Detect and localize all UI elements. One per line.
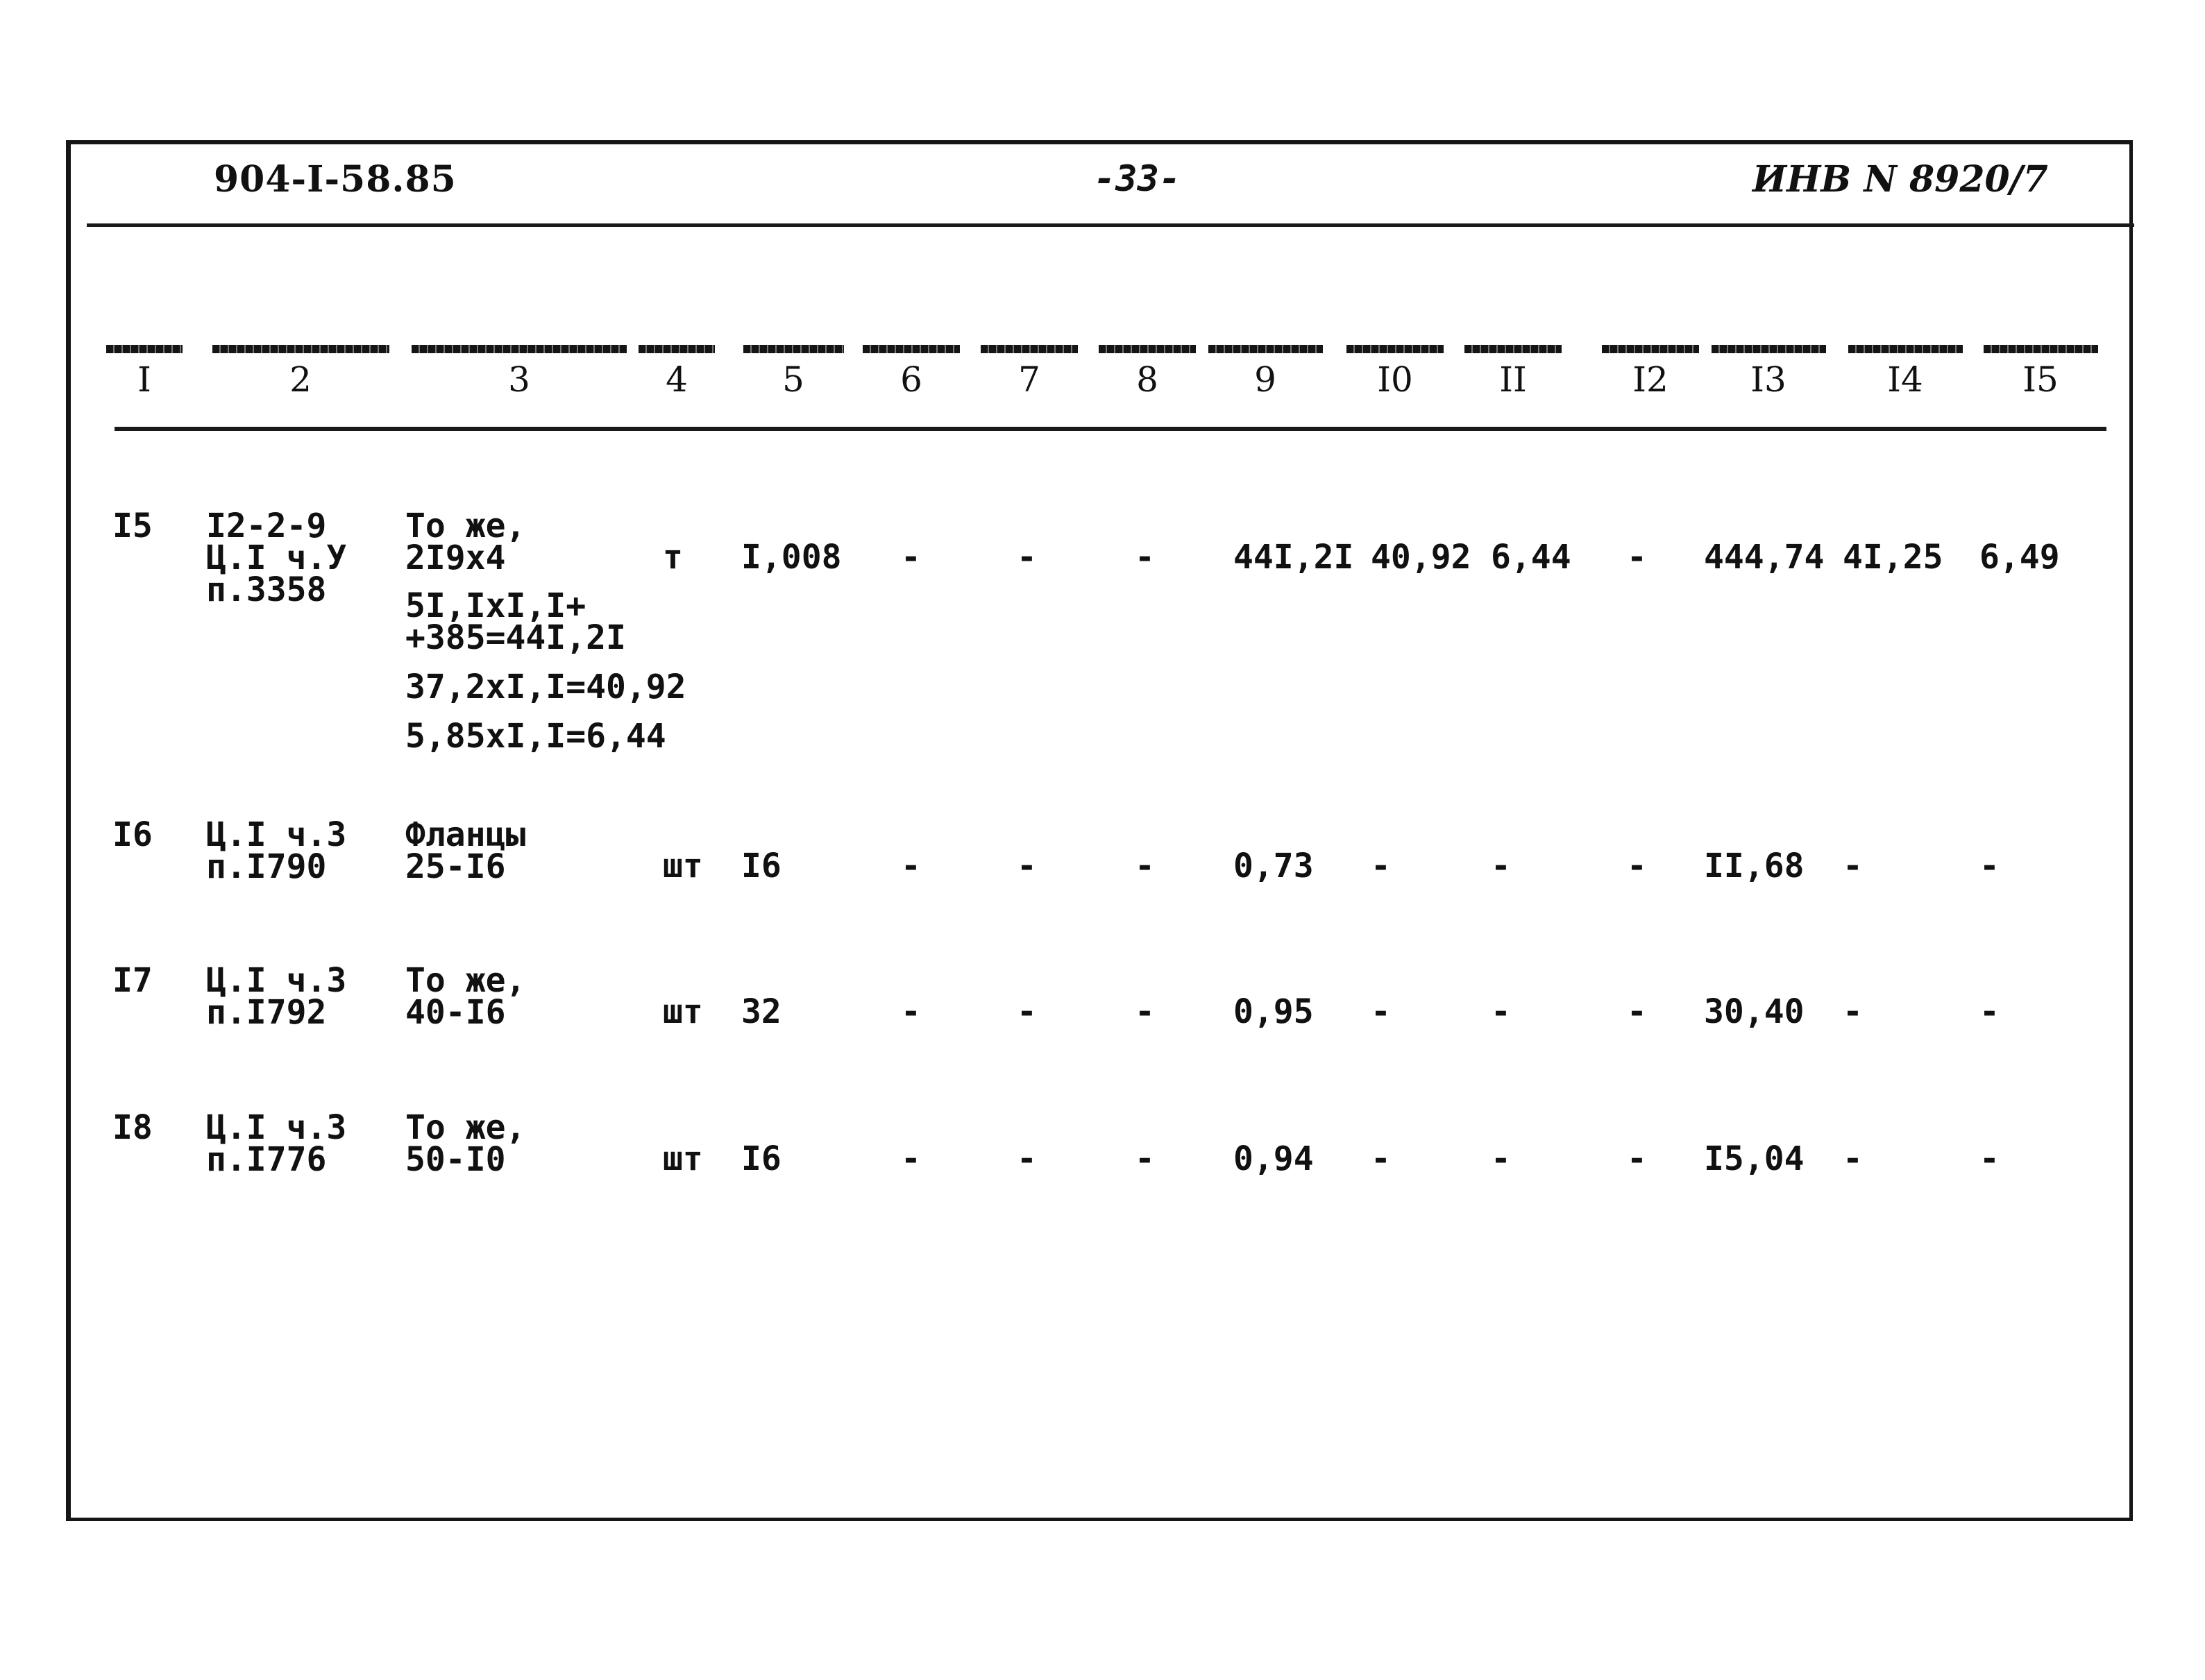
row-number: I8 (112, 1108, 153, 1147)
value-c15: - (1979, 847, 2000, 885)
value-c11: 6,44 (1491, 538, 1571, 577)
price-reference: Ц.I ч.3 п.I792 (206, 961, 347, 1032)
column-top-rule (1984, 345, 2098, 353)
value-c12: - (1627, 992, 1647, 1031)
value-c13: 444,74 (1704, 538, 1825, 577)
value-c6: - (901, 847, 921, 885)
column-top-rule (1208, 345, 1323, 353)
row-number: I6 (112, 815, 153, 854)
value-c15: - (1979, 1139, 2000, 1178)
unit: шт (663, 992, 703, 1031)
value-c8: - (1135, 847, 1155, 885)
document-code: 904-I-58.85 (214, 158, 457, 201)
quantity: 32 (741, 992, 782, 1031)
column-number: 9 (1254, 359, 1276, 400)
column-top-rule (1602, 345, 1699, 353)
value-c7: - (1017, 992, 1037, 1031)
value-c14: - (1843, 992, 1863, 1031)
column-top-rule (106, 345, 183, 353)
column-number: I (137, 359, 151, 400)
column-number: 5 (782, 359, 804, 400)
value-c7: - (1017, 1139, 1037, 1178)
column-number: I3 (1750, 359, 1786, 400)
quantity: I6 (741, 1139, 782, 1178)
value-c10: - (1371, 847, 1391, 885)
column-top-rule (1848, 345, 1963, 353)
column-top-rule (639, 345, 715, 353)
value-c6: - (901, 538, 921, 577)
value-c9: 0,94 (1233, 1139, 1314, 1178)
value-c8: - (1135, 1139, 1155, 1178)
calculation-line: 5I,IxI,I+ +385=44I,2I (405, 586, 626, 657)
row-number: I5 (112, 507, 153, 545)
value-c7: - (1017, 847, 1037, 885)
value-c9: 0,95 (1233, 992, 1314, 1031)
value-c15: 6,49 (1979, 538, 2060, 577)
price-reference: I2-2-9 Ц.I ч.У п.3358 (206, 507, 347, 609)
column-top-rule (1099, 345, 1196, 353)
calculation-line: 5,85xI,I=6,44 (405, 717, 666, 756)
value-c14: - (1843, 847, 1863, 885)
value-c14: - (1843, 1139, 1863, 1178)
column-number: I4 (1887, 359, 1923, 400)
column-number: I5 (2022, 359, 2059, 400)
value-c12: - (1627, 1139, 1647, 1178)
column-number: 7 (1018, 359, 1040, 400)
item-description: То же, 40-I6 (405, 961, 526, 1032)
calculation-line: 37,2xI,I=40,92 (405, 668, 686, 706)
column-top-rule (863, 345, 960, 353)
column-number: I0 (1377, 359, 1413, 400)
value-c13: II,68 (1704, 847, 1805, 885)
value-c11: - (1491, 1139, 1511, 1178)
value-c12: - (1627, 538, 1647, 577)
value-c7: - (1017, 538, 1037, 577)
item-description: Фланцы 25-I6 (405, 815, 526, 886)
value-c13: I5,04 (1704, 1139, 1805, 1178)
value-c14: 4I,25 (1843, 538, 1943, 577)
column-number: 3 (508, 359, 530, 400)
value-c8: - (1135, 538, 1155, 577)
value-c8: - (1135, 992, 1155, 1031)
column-top-rule (1346, 345, 1444, 353)
column-number: 6 (900, 359, 922, 400)
quantity: I,008 (741, 538, 842, 577)
column-number: 8 (1136, 359, 1158, 400)
page-number: -33- (1094, 158, 1181, 200)
value-c6: - (901, 1139, 921, 1178)
value-c9: 44I,2I (1233, 538, 1354, 577)
column-top-rule (1712, 345, 1826, 353)
column-number: I2 (1632, 359, 1668, 400)
inventory-number: ИНВ N 8920/7 (1752, 158, 2048, 201)
value-c10: - (1371, 1139, 1391, 1178)
unit: т (663, 538, 683, 577)
value-c11: - (1491, 847, 1511, 885)
price-reference: Ц.I ч.3 п.I790 (206, 815, 347, 886)
column-top-rule (981, 345, 1078, 353)
unit: шт (663, 1139, 703, 1178)
value-c6: - (901, 992, 921, 1031)
quantity: I6 (741, 847, 782, 885)
value-c12: - (1627, 847, 1647, 885)
column-top-rule (212, 345, 389, 353)
item-description: То же, 2I9x4 (405, 507, 526, 577)
value-c11: - (1491, 992, 1511, 1031)
value-c13: 30,40 (1704, 992, 1805, 1031)
column-number: 2 (289, 359, 312, 400)
value-c9: 0,73 (1233, 847, 1314, 885)
column-top-rule (412, 345, 627, 353)
column-top-rule (743, 345, 844, 353)
value-c15: - (1979, 992, 2000, 1031)
row-number: I7 (112, 961, 153, 1000)
item-description: То же, 50-I0 (405, 1108, 526, 1179)
column-top-rule (1464, 345, 1562, 353)
column-number: II (1499, 359, 1527, 400)
column-header-rule (115, 427, 2106, 431)
value-c10: 40,92 (1371, 538, 1471, 577)
column-number: 4 (666, 359, 688, 400)
value-c10: - (1371, 992, 1391, 1031)
unit: шт (663, 847, 703, 885)
price-reference: Ц.I ч.3 п.I776 (206, 1108, 347, 1179)
header-rule (87, 223, 2134, 227)
